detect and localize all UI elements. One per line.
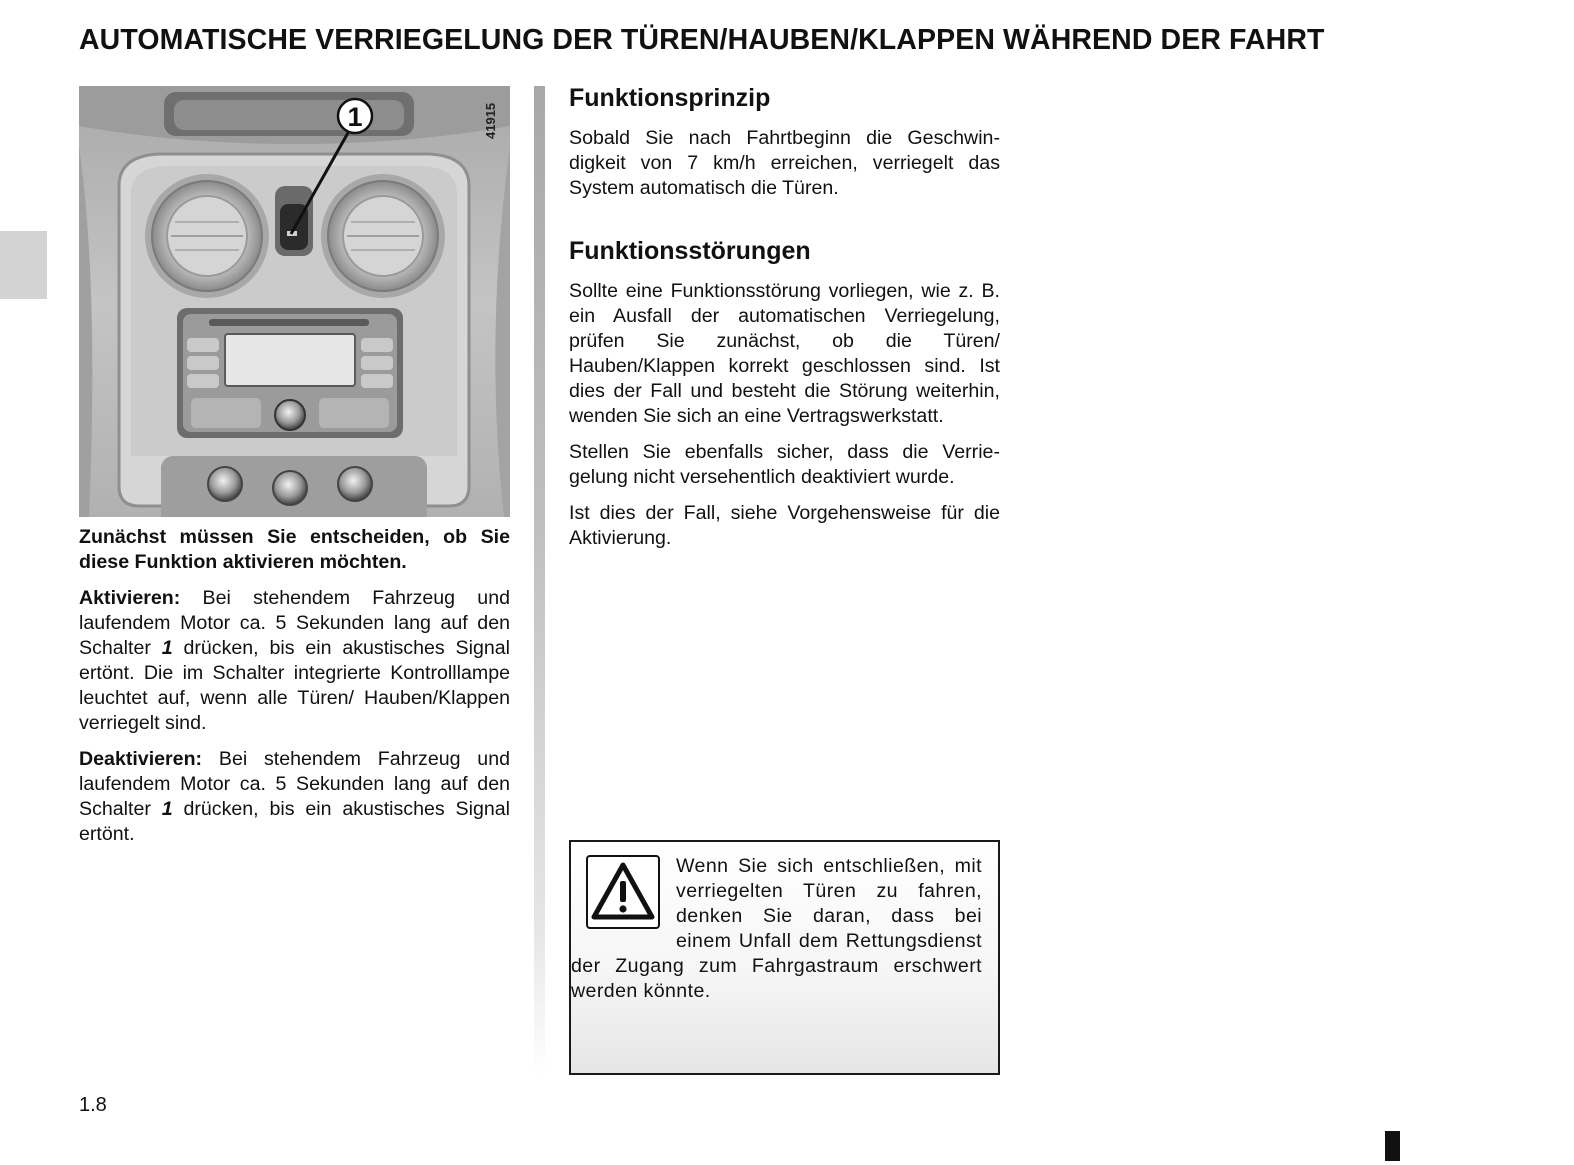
chapter-tab <box>0 231 47 299</box>
activate-text-before: Bei stehendem Fahrzeug und laufendem Motor ca. 5 Sekunden lang auf den Schalter <box>79 587 510 659</box>
faults-paragraph-3: Ist dies der Fall, siehe Vorgehensweise für die Aktivierung. <box>569 502 1000 549</box>
activate-label: Aktivieren: <box>79 587 181 609</box>
deactivate-text-before: Bei stehendem Fahrzeug und laufendem Motor ca. 5 Sekunden lang auf den Schalter <box>79 748 510 820</box>
activate-paragraph <box>79 586 510 736</box>
faults-paragraph-2: Stellen Sie ebenfalls sicher, dass die Verriegelung nicht versehentlich deaktiviert wurde. <box>569 441 1000 488</box>
column-divider <box>534 86 545 1076</box>
dashboard-figure <box>79 86 510 517</box>
activate-text-after: drücken, bis ein akustisches Signal ertönt. Die im Schalter integrierte Kontrolllampe leuchtet auf, wenn alle Türen/ Hauben/Klappen verriegelt sind. <box>79 637 510 734</box>
right-column <box>569 82 1000 562</box>
principle-heading: Funktionsprinzip <box>569 84 771 112</box>
svg-text:1: 1 <box>347 102 363 132</box>
faults-paragraph-1: Sollte eine Funktionsstörung vorliegen, wie z. B. ein Ausfall der automatischen Verriegelung, prüfen Sie zunächst, ob die Türen/ Hauben/Klappen korrekt geschlossen sind. Ist dies der Fall und besteht die Störung weiterhin, wenden Sie sich an eine Vertragswerkstatt. <box>569 280 1000 427</box>
deactivate-paragraph <box>79 747 510 847</box>
end-of-section-marker <box>1385 1131 1400 1161</box>
warning-text: Wenn Sie sich entschließen, mit verriegelten Türen zu fahren, denken Sie daran, dass bei einem Unfall dem Rettungsdienst der Zugang zum Fahrgastraum erschwert werden könnte. <box>571 855 982 1002</box>
deactivate-label: Deaktivieren: <box>79 748 203 770</box>
switch-reference: 1 <box>161 637 173 659</box>
faults-heading: Funktionsstörungen <box>569 237 811 265</box>
intro-paragraph: Zunächst müssen Sie entscheiden, ob Sie diese Funktion aktivieren möchten. <box>79 526 510 573</box>
warning-box <box>569 840 1000 1075</box>
left-column <box>79 525 510 858</box>
warning-triangle-icon <box>586 855 660 929</box>
page-number: 1.8 <box>79 1094 107 1116</box>
principle-paragraph: Sobald Sie nach Fahrtbeginn die Geschwindigkeit von 7 km/h erreichen, verriegelt das System automatisch die Türen. <box>569 127 1000 199</box>
figure-reference-number: 41915 <box>483 102 498 140</box>
deactivate-text-after: drücken, bis ein akustisches Signal ertönt. <box>79 798 510 845</box>
switch-reference: 1 <box>161 798 173 820</box>
page-title: AUTOMATISCHE VERRIEGELUNG DER TÜREN/HAUBEN/KLAPPEN WÄHREND DER FAHRT <box>79 24 1325 56</box>
